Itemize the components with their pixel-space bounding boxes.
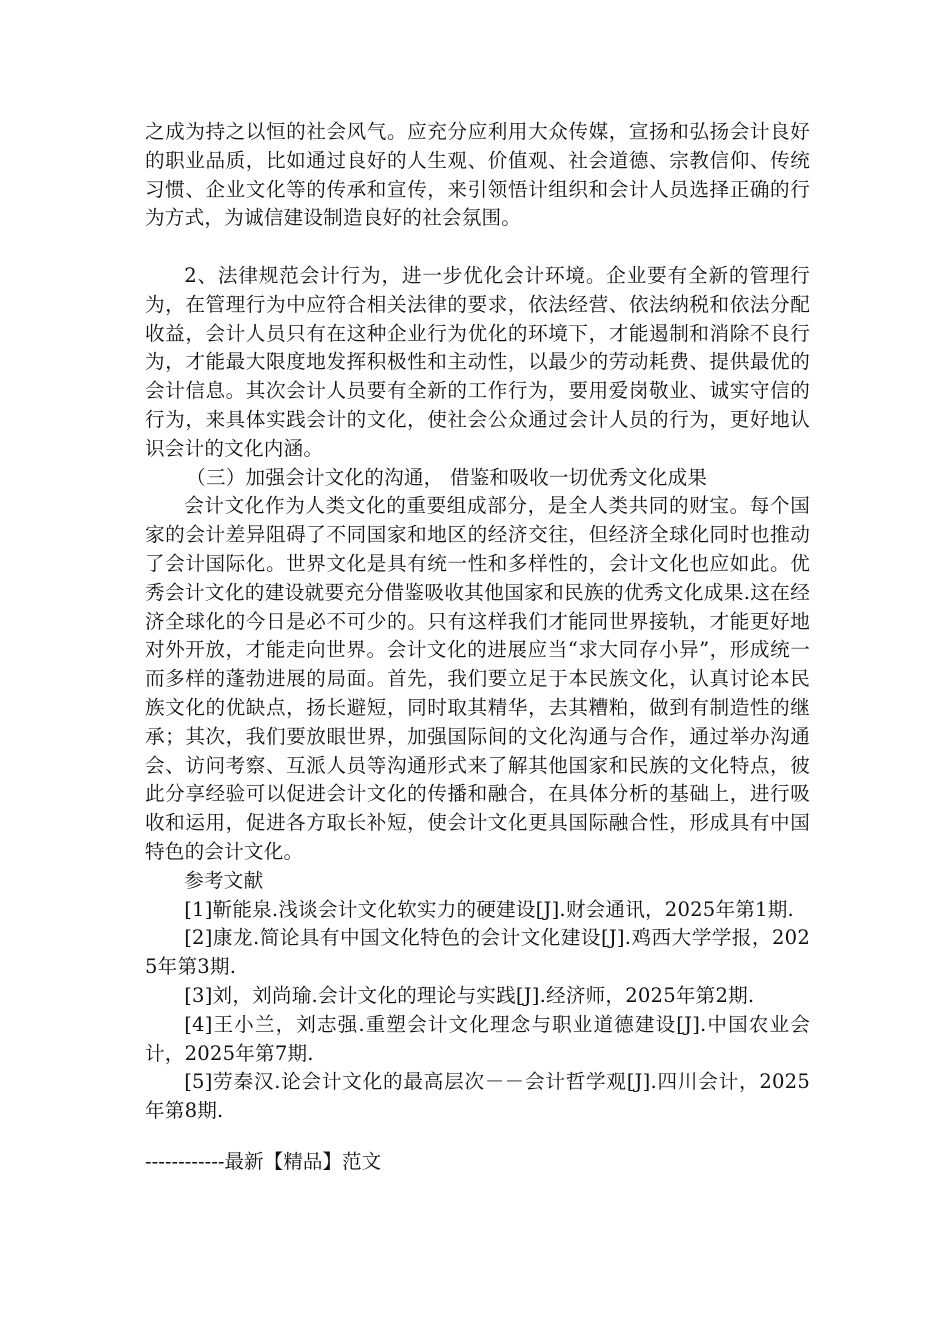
section-heading-3: （三）加强会计文化的沟通， 借鉴和吸收一切优秀文化成果 xyxy=(186,465,708,489)
reference-item-2: [2]康龙.简论具有中国文化特色的会计文化建设[J].鸡西大学学报，2025年第3期. xyxy=(145,926,810,979)
document-body xyxy=(145,118,810,1126)
paragraph-cultural-exchange: 会计文化作为人类文化的重要组成部分，是全人类共同的财宝。每个国家的会计差异阻碍了不同国家和地区的经济交往，但经济全球化同时也推动了会计国际化。世界文化是具有统一性和多样性的，会计文化也应如此。优秀会计文化的建设就要充分借鉴吸收其他国家和民族的优秀文化成果.这在经济全球化的今日是必不可少的。只有这样我们才能同世界接轨，才能更好地对外开放，才能走向世界。会计文化的进展应当“求大同存小异”，形成统一而多样的蓬勃进展的局面。首先，我们要立足于本民族文化，认真讨论本民族文化的优缺点，扬长避短，同时取其精华，去其糟粕，做到有制造性的继承；其次，我们要放眼世界，加强国际间的文化沟通与合作，通过举办沟通会、访问考察、互派人员等沟通形式来了解其他国家和民族的文化特点，彼此分享经验可以促进会计文化的传播和融合，在具体分析的基础上，进行吸收和运用，促进各方取长补短，使会计文化更具国际融合性，形成具有中国特色的会计文化。 xyxy=(145,494,810,863)
paragraph-gap xyxy=(145,233,810,262)
references-title: 参考文献 xyxy=(184,868,264,892)
footer-banner: ------------最新【精品】范文 xyxy=(145,1150,382,1173)
reference-item-4: [4]王小兰，刘志强.重塑会计文化理念与职业道德建设[J].中国农业会计，2025年第7期. xyxy=(145,1012,810,1065)
reference-item-1: [1]靳能泉.浅谈会计文化软实力的硬建设[J].财会通讯，2025年第1期. xyxy=(184,897,794,921)
reference-item-3: [3]刘，刘尚瑜.会计文化的理论与实践[J].经济师，2025年第2期. xyxy=(184,983,755,1007)
reference-item-5: [5]劳秦汉.论会计文化的最高层次－－会计哲学观[J].四川会计，2025年第8期. xyxy=(145,1070,810,1123)
paragraph-social-climate: 之成为持之以恒的社会风气。应充分应利用大众传媒，宣扬和弘扬会计良好的职业品质，比如通过良好的人生观、价值观、社会道德、宗教信仰、传统习惯、企业文化等的传承和宣传，来引领悟计组织和会计人员选择正确的行为方式，为诚信建设制造良好的社会氛围。 xyxy=(145,120,810,230)
paragraph-legal-norms: 2、法律规范会计行为，进一步优化会计环境。企业要有全新的管理行为，在管理行为中应符合相关法律的要求，依法经营、依法纳税和依法分配收益，会计人员只有在这种企业行为优化的环境下，才能遏制和消除不良行为，才能最大限度地发挥积极性和主动性，以最少的劳动耗费、提供最优的会计信息。其次会计人员要有全新的工作行为，要用爱岗敬业、诚实守信的行为，来具体实践会计的文化，使社会公众通过会计人员的行为，更好地认识会计的文化内涵。 xyxy=(145,263,810,460)
